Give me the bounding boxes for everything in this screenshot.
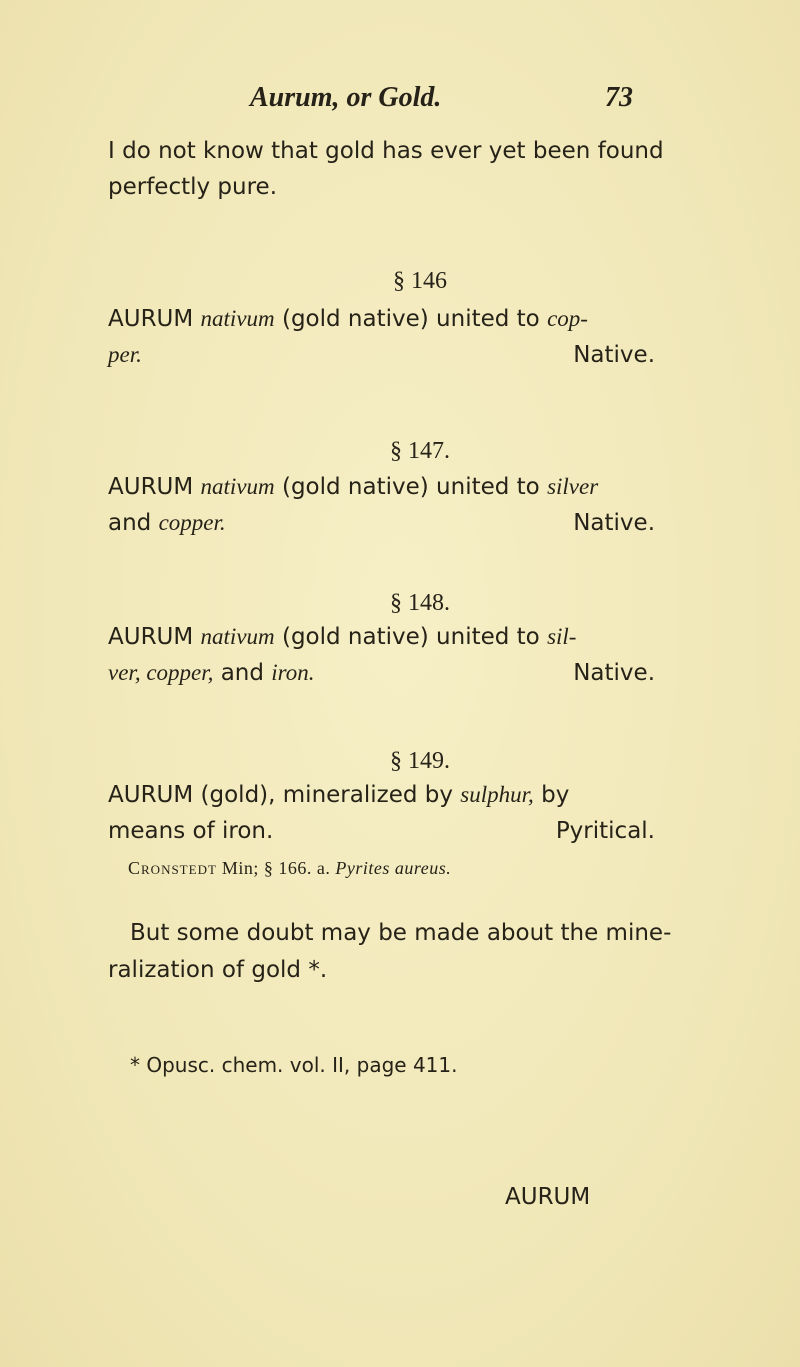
section-147-heading: § 147. [390,438,450,464]
section-149-line-1: AURUM (gold), mineralized by sulphur, by [108,782,570,808]
section-147-line-1: AURUM nativum (gold native) united to silver [108,474,599,500]
page-number: 73 [605,82,633,113]
section-146-heading: § 146 [393,268,447,294]
section-148-line-2: ver, copper, and iron. [108,660,315,686]
intro-line-1: I do not know that gold has ever yet been found [108,138,664,164]
running-header [0,82,800,118]
section-147-classification: Native. [573,510,655,536]
catchword: AURUM [505,1184,591,1210]
running-title: Aurum, or Gold. [250,82,442,113]
section-149-heading: § 149. [390,748,450,774]
section-149-classification: Pyritical. [555,818,655,844]
section-148-heading: § 148. [390,590,450,616]
footnote: * Opusc. chem. vol. II, page 411. [130,1053,458,1077]
section-149-line-2: means of iron. [108,818,274,844]
doubt-line-2: ralization of gold *. [108,957,328,983]
section-148-line-1: AURUM nativum (gold native) united to sil- [108,624,577,650]
section-149-reference: Cronstedt Min; § 166. a. Pyrites aureus. [128,858,452,878]
intro-line-2: perfectly pure. [108,174,278,200]
doubt-line-1: But some doubt may be made about the mine- [130,920,672,946]
section-146-classification: Native. [573,342,655,368]
section-146-line-2: per. [108,342,142,367]
section-148-classification: Native. [573,660,655,686]
section-146-line-1: AURUM nativum (gold native) united to cop- [108,306,588,332]
section-147-line-2: and copper. [108,510,226,536]
